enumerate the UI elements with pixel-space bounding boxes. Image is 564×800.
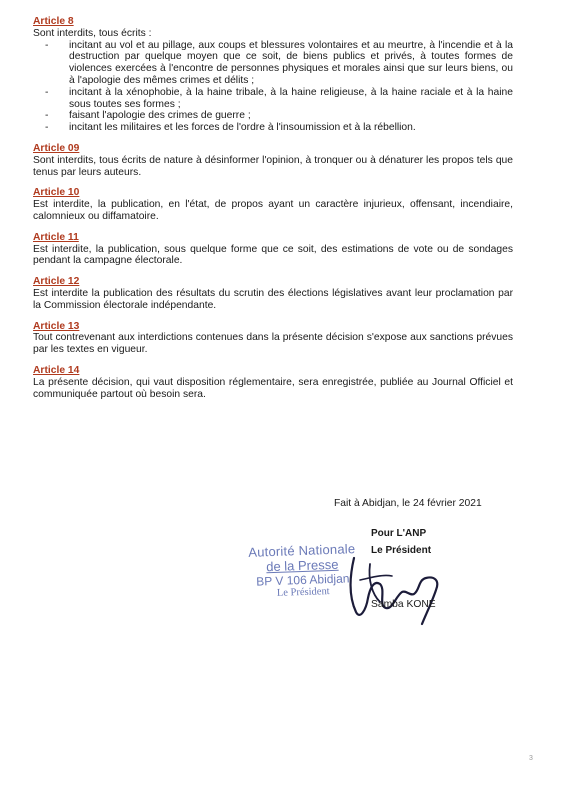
article-12 [33, 276, 513, 311]
stamp-line: Le Président [276, 586, 330, 599]
list-item: - faisant l'apologie des crimes de guerre ; [45, 110, 251, 122]
article-8 [33, 16, 513, 134]
article-text: Est interdite, la publication, sous quelque forme que ce soit, des estimations de vote ou de sondages pendant la campagne électorale. [33, 243, 513, 267]
article-title: Article 12 [33, 276, 80, 288]
article-text: Est interdite, la publication, en l'état, de propos ayant un caractère injurieux, offensant, incendiaire, calomnieux ou diffamatoire. [33, 199, 513, 222]
articles-container [33, 16, 513, 409]
list-item-text: faisant l'apologie des crimes de guerre ; [69, 110, 251, 122]
article-text: Sont interdits, tous écrits : [33, 27, 152, 39]
article-title: Article 11 [33, 231, 79, 243]
signatory-name: Samba KONE [371, 599, 436, 610]
place-date: Fait à Abidjan, le 24 février 2021 [334, 498, 482, 509]
handwritten-signature [340, 550, 450, 630]
article-10 [33, 187, 513, 222]
signatory-title: Le Président [371, 545, 432, 556]
list-item: - incitant les militaires et les forces de l'ordre à l'insoumission et à la rébellion. [45, 122, 416, 134]
article-title: Article 10 [33, 187, 80, 199]
article-title: Article 8 [33, 16, 74, 27]
article-title: Article 13 [33, 320, 80, 332]
article-11 [33, 232, 513, 267]
article-text: Sont interdits, tous écrits de nature à désinformer l'opinion, à tronquer ou à dénaturer les propos tels que tenus par leurs auteurs. [33, 154, 513, 178]
article-14 [33, 365, 513, 400]
stamp-line: Autorité Nationale [248, 541, 356, 560]
signatory-org: Pour L'ANP [371, 528, 427, 539]
stamp-line: BP V 106 Abidjan [256, 571, 350, 589]
article-9 [33, 143, 513, 178]
article-13 [33, 321, 513, 356]
list-item-text: incitant au vol et au pillage, aux coups et blessures volontaires et au meurtre, à l'incendie et à la destruction par quelque moyen que ce soit, de biens publics et privés, à toutes formes de violences exercées à l'encontre de personnes physiques et morales ainsi que sur leurs biens, ou à l'apologie des mêmes crimes et délits ; [69, 39, 513, 86]
stamp-line: de la Presse [265, 556, 339, 575]
article-title: Article 14 [33, 364, 80, 376]
list-item: - incitant au vol et au pillage, aux coups et blessures volontaires et au meurtre, à l'incendie et à la destruction par quelque moyen que ce soit, de biens publics et privés, à toutes formes de violences exercées à l'encontre de personnes physiques et morales ainsi que sur leurs biens, ou à l'apologie des mêmes crimes et délits ; [45, 39, 513, 86]
article-title: Article 09 [33, 142, 80, 154]
article-text: Est interdite la publication des résultats du scrutin des élections législatives avant leur proclamation par la Commission électorale indépendante. [33, 287, 513, 311]
list-item-text: incitant à la xénophobie, à la haine tribale, à la haine religieuse, à la haine raciale et à la haine sous toutes ses formes ; [69, 86, 513, 110]
article-list [33, 40, 513, 134]
article-text: Tout contrevenant aux interdictions contenues dans la présente décision s'expose aux sanctions prévues par les textes en vigueur. [33, 332, 513, 356]
list-item: - incitant à la xénophobie, à la haine tribale, à la haine religieuse, à la haine raciale et à la haine sous toutes ses formes ; [45, 86, 513, 110]
page-number: 3 [529, 755, 533, 762]
list-item-text: incitant les militaires et les forces de l'ordre à l'insoumission et à la rébellion. [69, 122, 416, 134]
article-text: La présente décision, qui vaut disposition réglementaire, sera enregistrée, publiée au Journal Officiel et communiquée partout où besoin sera. [33, 376, 513, 400]
